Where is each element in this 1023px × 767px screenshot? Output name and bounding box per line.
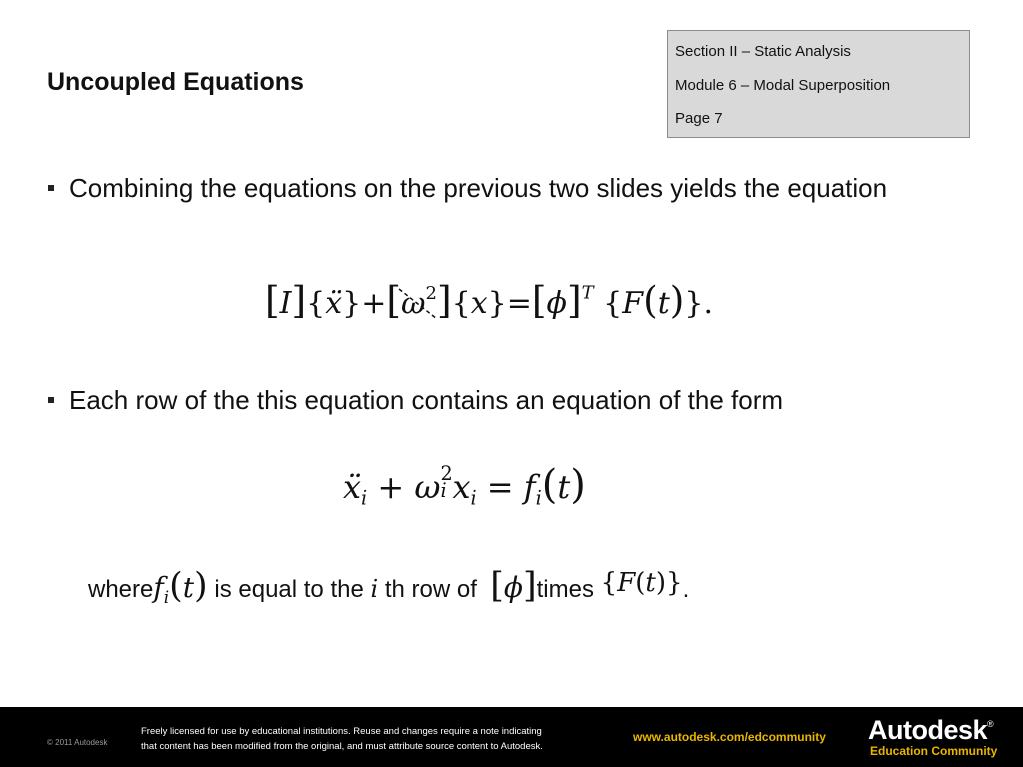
footer-bar <box>0 707 1023 767</box>
bullet-item <box>69 169 909 208</box>
transpose-symbol: T <box>581 282 594 304</box>
index-i: i <box>535 486 542 510</box>
paren: ) <box>194 566 208 606</box>
bracket: ] <box>566 278 582 322</box>
index-i: i <box>470 486 477 510</box>
x-ddot-symbol: ẍ <box>343 468 362 506</box>
modal-equation <box>343 462 586 510</box>
module-label: Module 6 – Modal Superposition <box>675 76 891 94</box>
time-symbol: t <box>645 568 656 598</box>
paren: ) <box>669 278 685 322</box>
exponent: 2 <box>440 462 453 485</box>
brace: { <box>451 286 471 321</box>
x-symbol: x <box>452 468 471 506</box>
where-mid-text: is equal to the <box>214 576 364 603</box>
brand-name: Autodesk <box>868 715 988 745</box>
paren: ) <box>570 462 586 508</box>
section-label: Section II – Static Analysis <box>675 43 851 60</box>
brace: } <box>487 286 507 321</box>
bullet-item <box>69 381 949 420</box>
identity-symbol: I <box>279 286 292 321</box>
force-symbol: F <box>617 568 636 598</box>
omega-symbol: ω <box>414 468 441 506</box>
force-vector <box>601 568 683 598</box>
paren: ( <box>643 278 658 322</box>
brace: { <box>603 286 623 321</box>
index-i: i <box>440 479 447 502</box>
brace: { <box>600 568 618 598</box>
period: . <box>682 576 690 603</box>
brace: } <box>684 286 704 321</box>
paren: ( <box>635 568 646 598</box>
where-statement <box>88 566 689 617</box>
x-symbol: x <box>470 286 488 321</box>
time-symbol: t <box>182 571 195 604</box>
phi-symbol: ϕ <box>503 571 523 604</box>
omega-symbol: ω <box>401 286 426 321</box>
plus-sign: + <box>377 468 405 506</box>
index-i: i <box>361 486 368 510</box>
bracket: [ <box>265 278 280 322</box>
paren: ) <box>655 568 667 598</box>
edcommunity-link[interactable]: www.autodesk.com/edcommunity <box>633 730 826 744</box>
equals-sign: = <box>506 286 532 321</box>
f-symbol: f <box>523 468 536 506</box>
bullet-text: Each row of the this equation contains an equation of the form <box>69 385 784 415</box>
brace: } <box>666 568 683 598</box>
trademark-symbol: ® <box>987 719 994 729</box>
fi-t-expression <box>153 566 208 607</box>
exponent: 2 <box>425 282 437 304</box>
license-line: Freely licensed for use by educational institutions. Reuse and changes require a note indicating <box>141 726 542 737</box>
force-symbol: F <box>622 286 644 321</box>
bracket: ] <box>522 566 537 606</box>
equals-sign: = <box>486 468 514 506</box>
x-ddot-symbol: ẍ <box>325 286 343 321</box>
row-index-i: i <box>370 575 379 603</box>
matrix-equation <box>265 278 713 322</box>
brace: } <box>342 286 362 321</box>
script-stack <box>440 462 453 502</box>
bracket: [ <box>490 566 504 606</box>
bracket: ] <box>291 278 307 322</box>
time-symbol: t <box>557 468 571 506</box>
education-community-label: Education Community <box>870 744 998 758</box>
bracket: [ <box>386 278 402 322</box>
f-symbol: f <box>153 571 164 604</box>
bracket: ] <box>436 278 452 322</box>
bracket: [ <box>531 278 547 322</box>
phi-symbol: ϕ <box>546 286 567 321</box>
times-word: times <box>536 576 594 603</box>
paren: ( <box>541 462 558 508</box>
diagonal-dash-icon <box>397 287 441 321</box>
brace: { <box>306 286 326 321</box>
period: . <box>703 286 714 321</box>
page-label: Page 7 <box>675 110 723 127</box>
bullet-text: Combining the equations on the previous two slides yields the equation <box>69 173 888 203</box>
bullet-marker <box>48 397 54 403</box>
where-word: where <box>88 576 154 603</box>
phi-matrix <box>490 566 537 606</box>
section-info-box <box>667 30 970 138</box>
paren: ( <box>169 566 183 606</box>
row-text: th row of <box>384 576 477 603</box>
omega-squared-diagonal <box>401 283 437 321</box>
copyright-text: © 2011 Autodesk <box>47 738 108 747</box>
slide-title: Uncoupled Equations <box>47 68 304 96</box>
autodesk-logo <box>868 715 993 746</box>
time-symbol: t <box>657 286 670 321</box>
license-text <box>141 724 621 754</box>
bullet-marker <box>48 185 54 191</box>
license-line: that content has been modified from the original, and must attribute source content to Autodesk. <box>141 741 543 752</box>
plus-sign: + <box>361 286 387 321</box>
index-i: i <box>163 586 170 607</box>
